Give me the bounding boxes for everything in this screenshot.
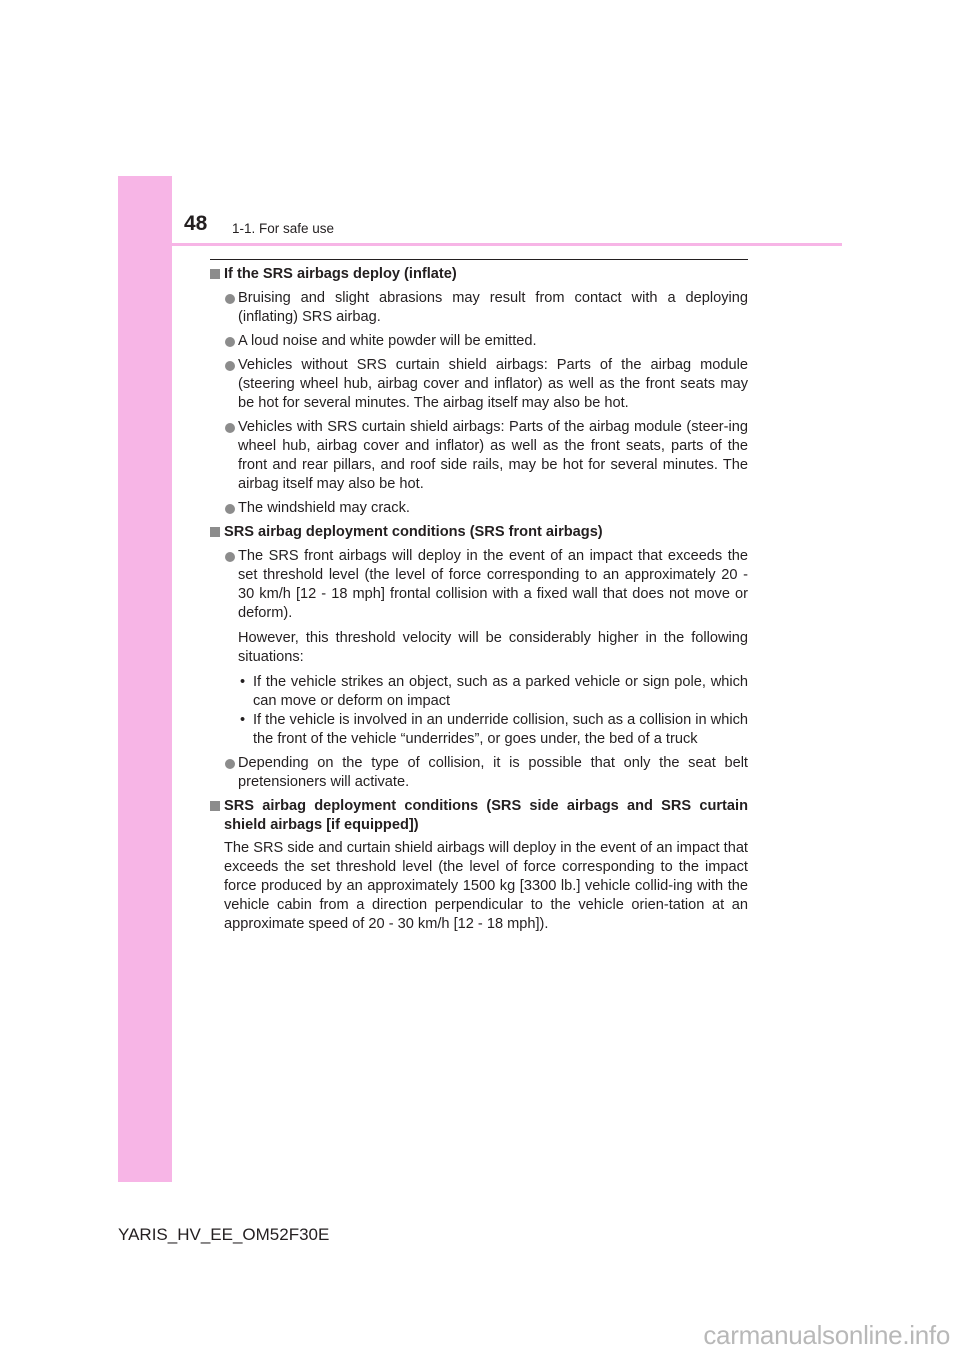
list-item: Vehicles without SRS curtain shield airbags: Parts of the airbag module (steering wheel hub, airbag cover and inflator) as well as the front seats may be hot for several minutes. The airbag itself may also be hot.: [210, 356, 748, 413]
watermark: carmanualsonline.info: [703, 1320, 950, 1350]
threshold-paragraph: However, this threshold velocity will be considerably higher in the following situations:: [238, 630, 748, 665]
side-tab-band: [118, 176, 172, 1182]
list-item: Bruising and slight abrasions may result from contact with a deploying (inflating) SRS airbag.: [210, 289, 748, 327]
circle-bullet-icon: [225, 361, 235, 371]
list-item: The windshield may crack.: [210, 499, 748, 518]
small-bullet-icon: •: [240, 674, 246, 690]
sub-list-item: • If the vehicle is involved in an underride collision, such as a collision in which the front of the vehicle “underrides”, or goes under, the bed of a truck: [240, 712, 748, 747]
list-item: A loud noise and white powder will be emitted.: [210, 332, 748, 351]
square-bullet-icon: [210, 269, 220, 279]
square-bullet-icon: [210, 527, 220, 537]
page-number: 48: [184, 212, 208, 235]
circle-bullet-icon: [225, 504, 235, 514]
list-item: The SRS front airbags will deploy in the event of an impact that exceeds the set threshold level (the level of force corresponding to an approximately 20 - 30 km/h [12 - 18 mph] frontal collision with a fixed wall that does not move or deform).: [210, 547, 748, 623]
heading-side-airbag-conditions: SRS airbag deployment conditions (SRS side airbags and SRS curtain shield airbags [if equipped]): [210, 797, 748, 835]
circle-bullet-icon: [225, 337, 235, 347]
content-divider: [210, 259, 748, 260]
document-code: YARIS_HV_EE_OM52F30E: [118, 1225, 330, 1244]
side-airbag-paragraph: The SRS side and curtain shield airbags will deploy in the event of an impact that exceeds the set threshold level (the level of force corresponding to the impact force produced by an approximately 1500 kg [3300 lb.] vehicle collid-ing with the vehicle cabin from a direction perpendicular to the vehicle orien-tation at an approximate speed of 20 - 30 km/h [12 - 18 mph]).: [224, 840, 748, 932]
heading-airbags-deploy: If the SRS airbags deploy (inflate): [210, 265, 748, 284]
circle-bullet-icon: [225, 759, 235, 769]
heading-front-airbag-conditions: SRS airbag deployment conditions (SRS front airbags): [210, 523, 748, 542]
circle-bullet-icon: [225, 552, 235, 562]
page-content: [210, 265, 748, 934]
circle-bullet-icon: [225, 423, 235, 433]
section-title: 1-1. For safe use: [232, 221, 335, 236]
square-bullet-icon: [210, 801, 220, 811]
list-item: Depending on the type of collision, it is possible that only the seat belt pretensioners will activate.: [210, 754, 748, 792]
header-rule: [118, 243, 842, 246]
list-item: Vehicles with SRS curtain shield airbags: Parts of the airbag module (steer-ing wheel hub, airbag cover and inflator) as well as the front seats, parts of the front and rear pillars, and roof side rails, may be hot for several minutes. The airbag itself may also be hot.: [210, 418, 748, 494]
sub-list-item: • If the vehicle strikes an object, such as a parked vehicle or sign pole, which can move or deform on impact: [240, 674, 748, 709]
circle-bullet-icon: [225, 294, 235, 304]
small-bullet-icon: •: [240, 712, 246, 728]
